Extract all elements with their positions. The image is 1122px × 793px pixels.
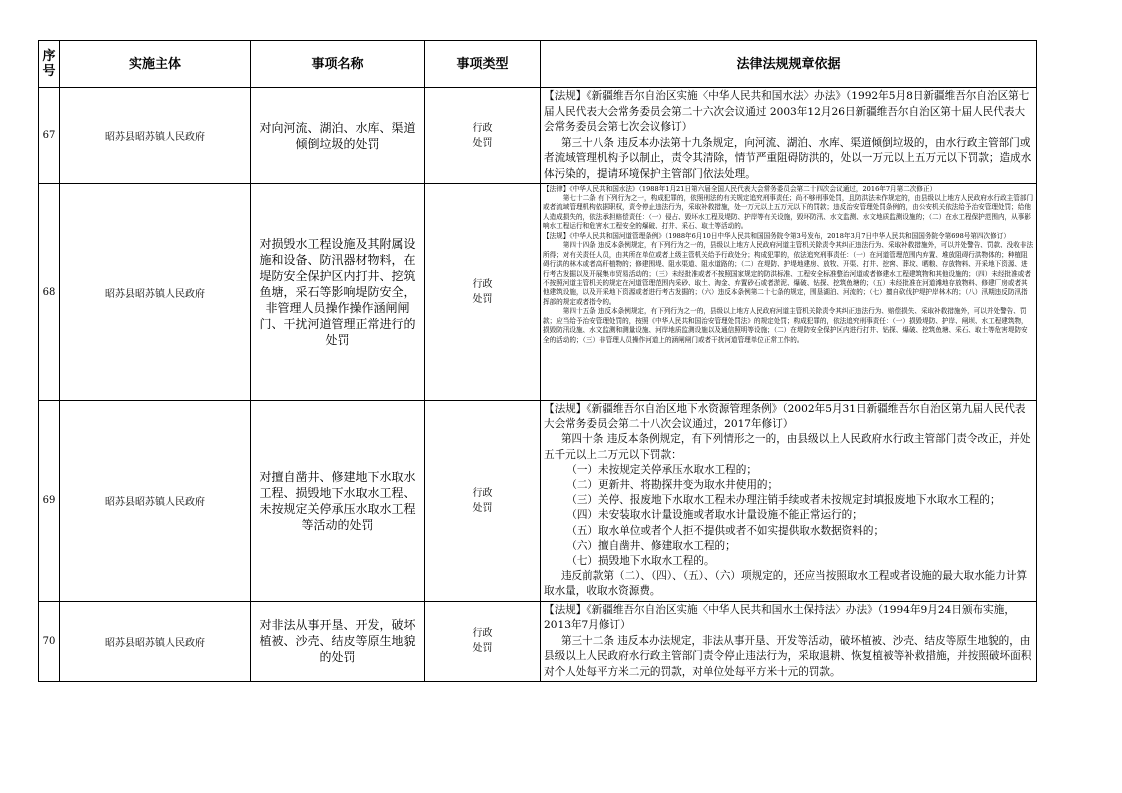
row-item-name: 对损毁水工程设施及其附属设施和设备、防汛器材物料，在堤防安全保护区内打井、挖筑鱼塘，采石等影响堤防安全，非管理人员操作操作涵闸闸门、干扰河道管理正常进行的处罚 (251, 184, 425, 401)
table-row (39, 601, 1037, 682)
basis-source: 【法规】《中华人民共和国河道管理条例》（1988年6月10日中华人民共和国国务院令第3号发布，2018年3月7日中华人民共和国国务院令第698号第四次修订） (543, 231, 1010, 240)
basis-clause: （二）更新井、将勘探井变为取水井使用的； (566, 479, 779, 492)
basis-clause: （七）损毁地下水取水工程的。 (566, 555, 715, 568)
header-row (39, 41, 1037, 88)
basis-article: 第四十条 违反本条例规定，有下列情形之一的，由县级以上人民政府水行政主管部门责令改正，并处五千元以上二万元以下罚款： (544, 433, 1031, 461)
row-subject: 昭苏县昭苏镇人民政府 (60, 184, 251, 401)
basis-clause: （六）擅自凿井、修建取水工程的； (566, 539, 736, 552)
row-item-name: 对擅自凿井、修建地下水取水工程、损毁地下水取水工程、未按规定关停承压水取水工程等活动的处罚 (251, 401, 425, 602)
table-row (39, 401, 1037, 602)
row-subject: 昭苏县昭苏镇人民政府 (60, 601, 251, 682)
basis-source: 【法规】《新疆维吾尔自治区实施〈中华人民共和国水法〉办法》（1992年5月8日新疆维吾尔自治区第七届人民代表大会常务委员会第二十六次会议通过 2003年12月26日新疆维吾尔自治区第十届人民代表大会常务委员会第七次会议修订） (544, 90, 1030, 133)
row-item-name: 对向河流、湖泊、水库、渠道倾倒垃圾的处罚 (251, 88, 425, 184)
row-item-type: 行政处罚 (425, 184, 541, 401)
basis-source: 【法律】《中华人民共和国水法》（1988年1月21日第六届全国人民代表大会常务委员会第二十四次会议通过，2016年7月第二次修正） (543, 184, 937, 193)
basis-article: 第四十四条 违反本条例规定，有下列行为之一的，县级以上地方人民政府河道主管机关除责令其纠正违法行为、采取补救措施外，可以并处警告、罚款、没收非法所得；对有关责任人员，由其所在单位或者上级主管机关给予行政处分；构成犯罪的，依法追究刑事责任：（一）在河道管理范围内弃置、堆放阻碍行洪物体的；种植阻碍行洪的林木或者高秆植物的；修建围堤、阻水渠道、阻水道路的；（二）在堤防、护堤地建房、放牧、开渠、打井、挖窖、葬坟、晒粮、存放物料、开采地下资源、进行考古发掘以及开展集市贸易活动的；（三）未经批准或者不按照国家规定的防洪标准、工程安全标准整治河道或者修建水工程建筑物和其他设施的；（四）未经批准或者不按照河道主管机关的规定在河道管理范围内采砂、取土、淘金、弃置砂石或者淤泥、爆破、钻探、挖筑鱼塘的；（五）未经批准在河道滩地存放物料、修建厂房或者其他建筑设施，以及开采地下资源或者进行考古发掘的；（六）违反本条例第二十七条的规定，围垦湖泊、河流的；（七）擅自砍伐护堤护岸林木的；（八）汛期违反防汛指挥部的规定或者指令的。 (543, 241, 1034, 306)
row-basis (541, 401, 1037, 602)
table-row (39, 184, 1037, 401)
row-number: 67 (39, 88, 60, 184)
basis-article: 第三十八条 违反本办法第十九条规定，向河流、湖泊、水库、渠道倾倒垃圾的，由水行政主管部门或者流域管理机构予以制止，责令其清除，情节严重阻碍防洪的，处以一万元以上五万元以下罚款；造成水体污染的，提请环境保护主管部门依法处理。 (544, 136, 1032, 180)
basis-clause: （一）未按规定关停承压水取水工程的； (566, 463, 757, 476)
header-subject: 实施主体 (60, 41, 251, 88)
basis-source: 【法规】《新疆维吾尔自治区实施〈中华人民共和国水土保持法〉办法》（1994年9月24日颁布实施，2013年7月修订） (544, 603, 1015, 632)
law-basis-table (38, 40, 1037, 682)
basis-clause: （五）取水单位或者个人拒不提供或者不如实提供取水数据资料的； (566, 524, 885, 537)
basis-clause: （四）未安装取水计量设施或者取水计量设施不能正常运行的； (566, 509, 863, 522)
basis-clause: （三）关停、报废地下水取水工程未办理注销手续或者未按规定封填报废地下水取水工程的； (566, 494, 1001, 507)
header-basis: 法律法规规章依据 (541, 41, 1037, 88)
row-item-type: 行政处罚 (425, 88, 541, 184)
basis-article: 第三十二条 违反本办法规定，非法从事开垦、开发等活动，破坏植被、沙壳、结皮等原生地貌的，由县级以上人民政府水行政主管部门责令停止违法行为，采取退耕、恢复植被等补救措施，并按照破坏面积对个人处每平方米二元的罚款，对单位处每平方米十元的罚款。 (544, 634, 1032, 678)
row-subject: 昭苏县昭苏镇人民政府 (60, 401, 251, 602)
row-number: 69 (39, 401, 60, 602)
row-subject: 昭苏县昭苏镇人民政府 (60, 88, 251, 184)
row-item-type: 行政处罚 (425, 601, 541, 682)
header-type: 事项类型 (425, 41, 541, 88)
header-seq: 序号 (39, 41, 60, 88)
basis-article: 第七十二条 有下列行为之一，构成犯罪的，依照刑法的有关规定追究刑事责任；尚不够刑事处罚，且防洪法未作规定的，由县级以上地方人民政府水行政主管部门或者流域管理机构依据职权，责令停止违法行为，采取补救措施，处一万元以上五万元以下的罚款；违反治安管理处罚条例的，由公安机关依法给予治安管理处罚；给他人造成损失的，依法承担赔偿责任：（一）侵占、毁坏水工程及堤防、护岸等有关设施，毁坏防汛、水文监测、水文地质监测设施的；（二）在水工程保护范围内，从事影响水工程运行和危害水工程安全的爆破、打井、采石、取土等活动的。 (543, 193, 1034, 231)
basis-article: 第四十五条 违反本条例规定，有下列行为之一的，县级以上地方人民政府河道主管机关除责令其纠正违法行为、赔偿损失、采取补救措施外，可以并处警告、罚款；应当给予治安管理处罚的，按照《中华人民共和国治安管理处罚法》的规定处罚；构成犯罪的，依法追究刑事责任：（一）损毁堤防、护岸、闸坝、水工程建筑物，损毁防汛设施、水文监测和测量设施、河岸地质监测设施以及通信照明等设施；（二）在堤防安全保护区内进行打井、钻探、爆破、挖筑鱼塘、采石、取土等危害堤防安全的活动的；（三）非管理人员操作河道上的涵闸闸门或者干扰河道管理单位正常工作的。 (543, 307, 1028, 344)
basis-article: 违反前款第（二）、（四）、（五）、（六）项规定的，还应当按照取水工程或者设施的最大取水能力计算取水量，收取水资源费。 (544, 570, 1028, 598)
row-item-type: 行政处罚 (425, 401, 541, 602)
row-number: 70 (39, 601, 60, 682)
row-basis (541, 88, 1037, 184)
table-row (39, 88, 1037, 184)
basis-source: 【法规】《新疆维吾尔自治区地下水资源管理条例》（2002年5月31日新疆维吾尔自治区第九届人民代表大会常务委员会第二十八次会议通过，2017年修订） (544, 403, 1026, 431)
row-item-name: 对非法从事开垦、开发，破坏植被、沙壳、结皮等原生地貌的处罚 (251, 601, 425, 682)
header-item: 事项名称 (251, 41, 425, 88)
row-basis (541, 601, 1037, 682)
row-basis (541, 184, 1037, 401)
row-number: 68 (39, 184, 60, 401)
